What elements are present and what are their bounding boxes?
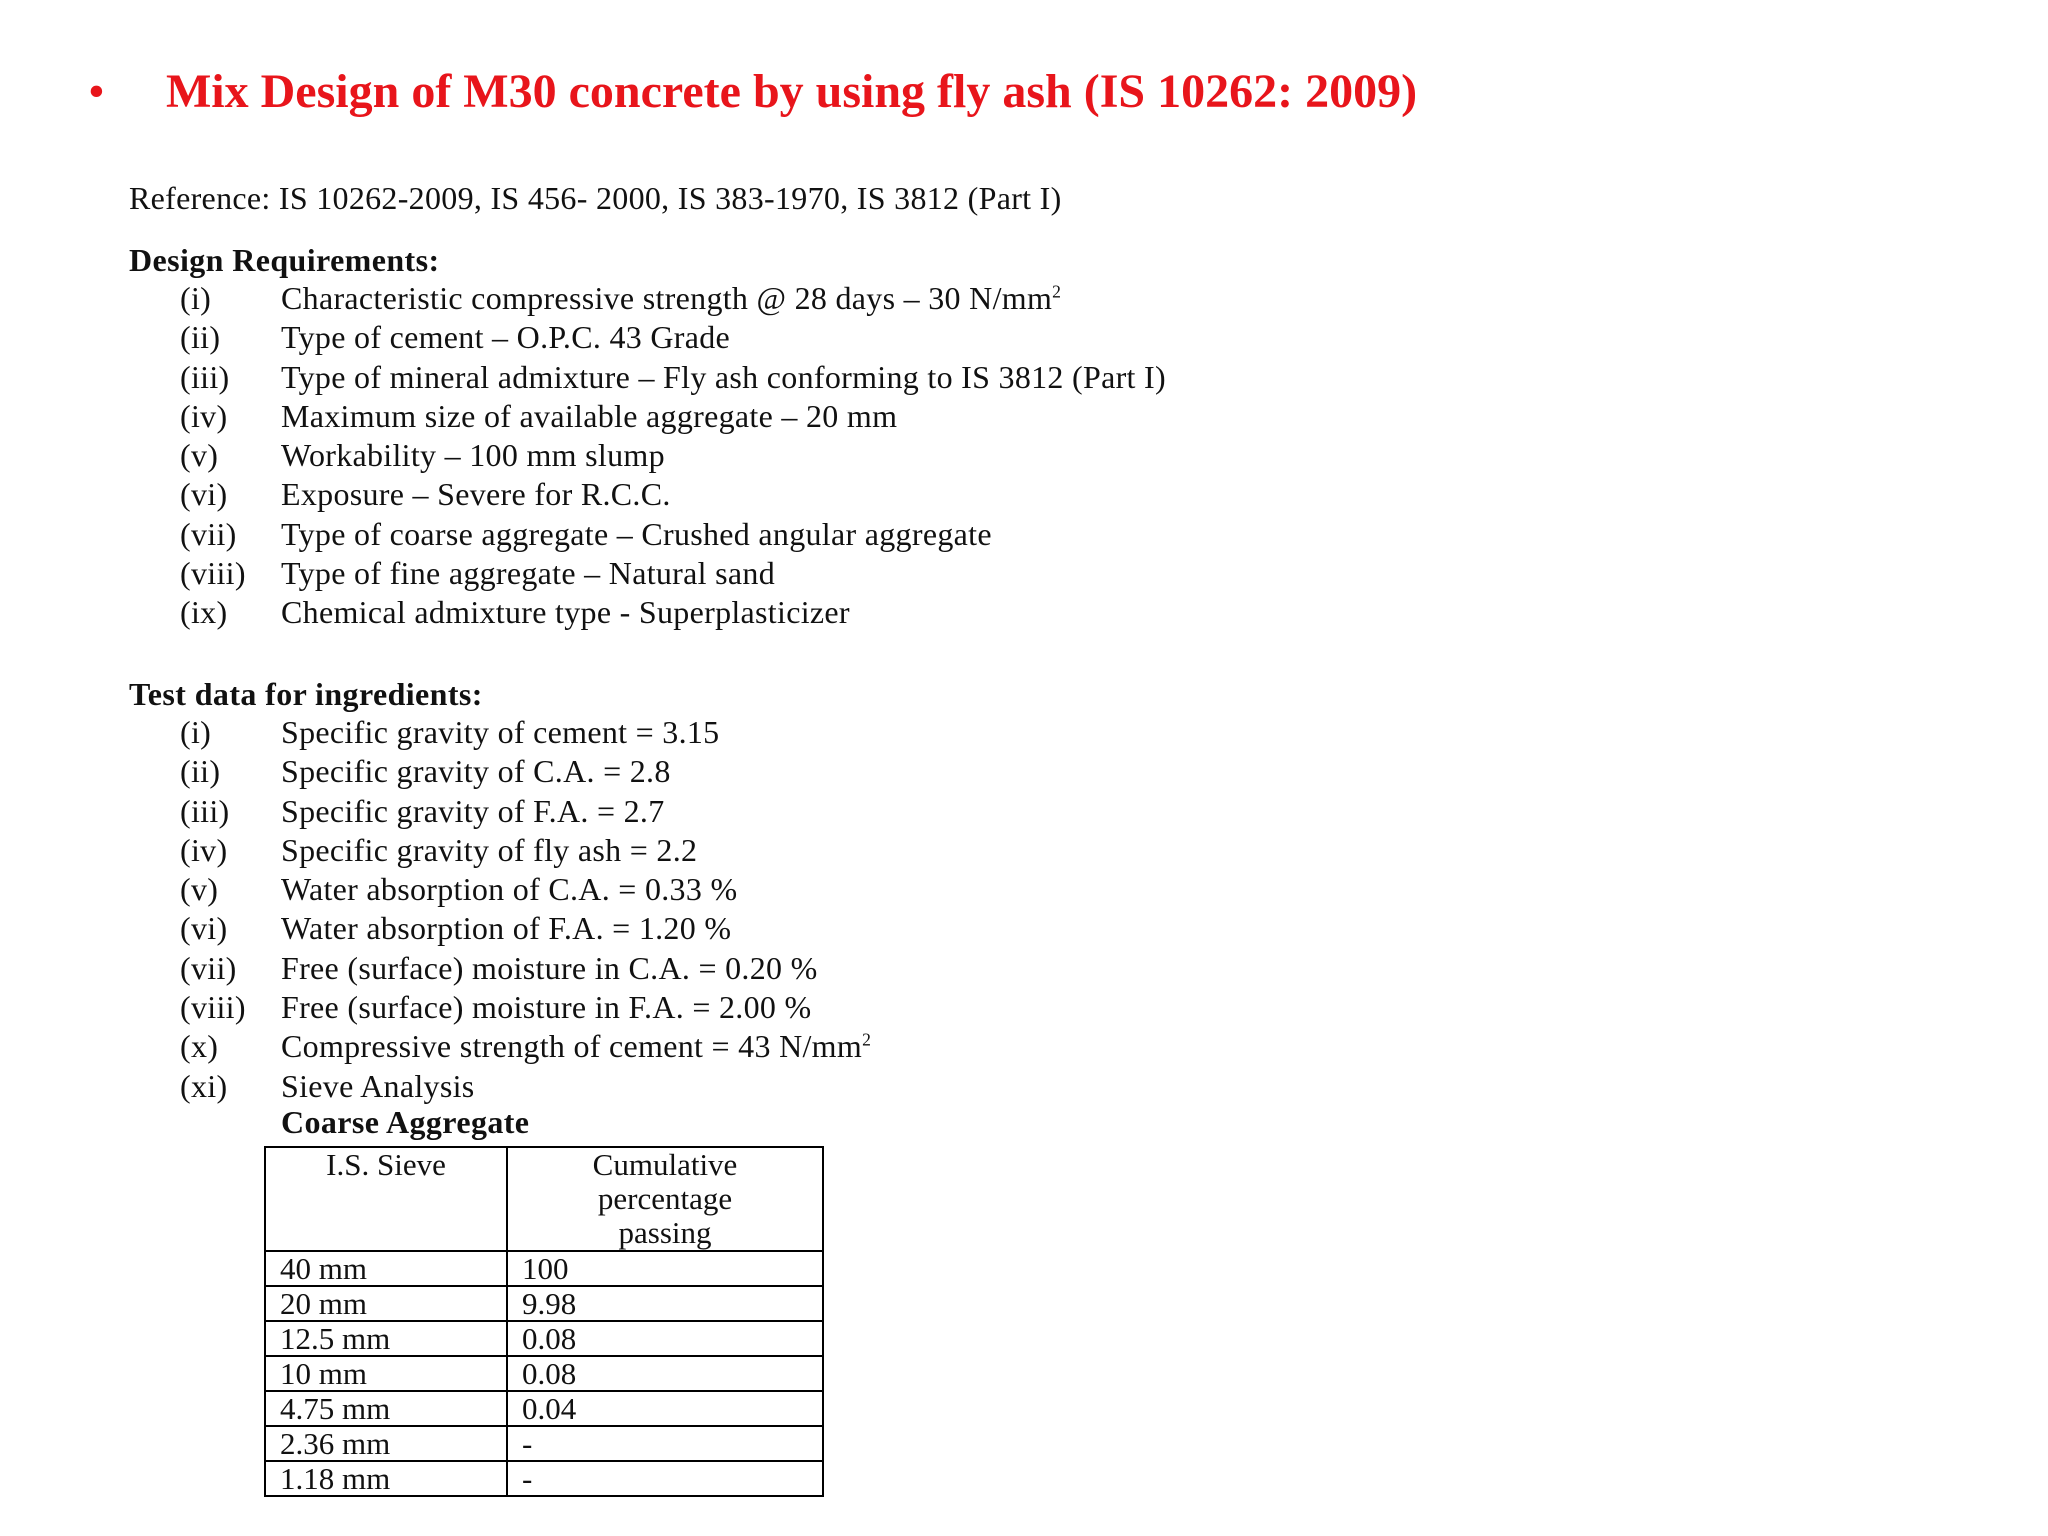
item-text: Specific gravity of C.A. = 2.8 bbox=[281, 753, 671, 790]
item-number: (i) bbox=[180, 714, 212, 750]
table-row bbox=[265, 1286, 823, 1321]
item-number: (iv) bbox=[180, 397, 228, 434]
coarse-aggregate-heading: Coarse Aggregate bbox=[281, 1104, 530, 1140]
item-text: Workability – 100 mm slump bbox=[281, 437, 665, 474]
sieve-cell: 1.18 mm bbox=[265, 1461, 507, 1496]
item-text: Water absorption of C.A. = 0.33 % bbox=[281, 871, 738, 908]
item-number: (iii) bbox=[180, 792, 230, 829]
item-number: (ii) bbox=[180, 753, 221, 790]
item-text: Type of mineral admixture – Fly ash conforming to IS 3812 (Part I) bbox=[281, 358, 1166, 395]
item-number: (iv) bbox=[180, 831, 228, 868]
title-text: Mix Design of M30 concrete by using fly ash (IS 10262: 2009) bbox=[166, 65, 1418, 118]
table-header-row bbox=[265, 1147, 823, 1251]
column-header-sieve: I.S. Sieve bbox=[265, 1147, 507, 1251]
item-text: Exposure – Severe for R.C.C. bbox=[281, 476, 671, 513]
item-text: Specific gravity of fly ash = 2.2 bbox=[281, 831, 698, 868]
item-number: (vii) bbox=[180, 515, 237, 552]
item-text: Type of fine aggregate – Natural sand bbox=[281, 555, 775, 592]
item-text: Type of cement – O.P.C. 43 Grade bbox=[281, 319, 731, 356]
test-data-heading: Test data for ingredients: bbox=[129, 676, 483, 712]
table-row bbox=[265, 1251, 823, 1286]
sieve-cell: 10 mm bbox=[265, 1356, 507, 1391]
item-number: (viii) bbox=[180, 989, 246, 1026]
item-number: (viii) bbox=[180, 555, 246, 592]
passing-cell: 0.08 bbox=[507, 1321, 823, 1356]
table-row bbox=[265, 1426, 823, 1461]
item-number: (iii) bbox=[180, 358, 230, 395]
item-number: (xi) bbox=[180, 1067, 228, 1104]
item-text: Type of coarse aggregate – Crushed angular aggregate bbox=[281, 515, 992, 552]
table-row bbox=[265, 1356, 823, 1391]
passing-cell: 0.08 bbox=[507, 1356, 823, 1391]
item-text: Water absorption of F.A. = 1.20 % bbox=[281, 910, 732, 947]
table-row bbox=[265, 1391, 823, 1426]
item-number: (v) bbox=[180, 437, 219, 474]
bullet-icon: • bbox=[88, 65, 105, 118]
item-text: Specific gravity of F.A. = 2.7 bbox=[281, 792, 665, 829]
item-text: Compressive strength of cement = 43 $N/mm^2$ bbox=[281, 1028, 872, 1065]
item-text: Sieve Analysis bbox=[281, 1067, 475, 1104]
item-number: (vi) bbox=[180, 910, 228, 947]
sieve-cell: 40 mm bbox=[265, 1251, 507, 1286]
item-number: (ix) bbox=[180, 594, 228, 631]
item-number: (x) bbox=[180, 1028, 219, 1065]
passing-cell: 100 bbox=[507, 1251, 823, 1286]
table-row bbox=[265, 1461, 823, 1496]
sieve-cell: 12.5 mm bbox=[265, 1321, 507, 1356]
reference-line: Reference: IS 10262-2009, IS 456- 2000, IS 383-1970, IS 3812 (Part I) bbox=[129, 180, 1062, 216]
passing-cell: 0.04 bbox=[507, 1391, 823, 1426]
item-number: (vii) bbox=[180, 949, 237, 986]
passing-cell: - bbox=[507, 1426, 823, 1461]
table-row bbox=[265, 1321, 823, 1356]
item-text: Free (surface) moisture in F.A. = 2.00 % bbox=[281, 989, 812, 1026]
passing-cell: - bbox=[507, 1461, 823, 1496]
item-text: Specific gravity of cement = 3.15 bbox=[281, 714, 720, 750]
sieve-analysis-table bbox=[264, 1146, 824, 1497]
design-requirements-heading: Design Requirements: bbox=[129, 242, 440, 278]
item-number: (i) bbox=[180, 280, 212, 316]
passing-cell: 9.98 bbox=[507, 1286, 823, 1321]
column-header-passing: Cumulative percentage passing bbox=[507, 1147, 823, 1251]
sieve-cell: 2.36 mm bbox=[265, 1426, 507, 1461]
sieve-cell: 4.75 mm bbox=[265, 1391, 507, 1426]
item-text: Chemical admixture type - Superplasticizer bbox=[281, 594, 850, 631]
item-number: (vi) bbox=[180, 476, 228, 513]
item-number: (v) bbox=[180, 871, 219, 908]
item-number: (ii) bbox=[180, 319, 221, 356]
item-text: Maximum size of available aggregate – 20 mm bbox=[281, 397, 898, 434]
sieve-cell: 20 mm bbox=[265, 1286, 507, 1321]
item-text: Characteristic compressive strength @ 28 days – 30 $N/mm^2$ bbox=[281, 280, 1062, 316]
item-text: Free (surface) moisture in C.A. = 0.20 % bbox=[281, 949, 818, 986]
